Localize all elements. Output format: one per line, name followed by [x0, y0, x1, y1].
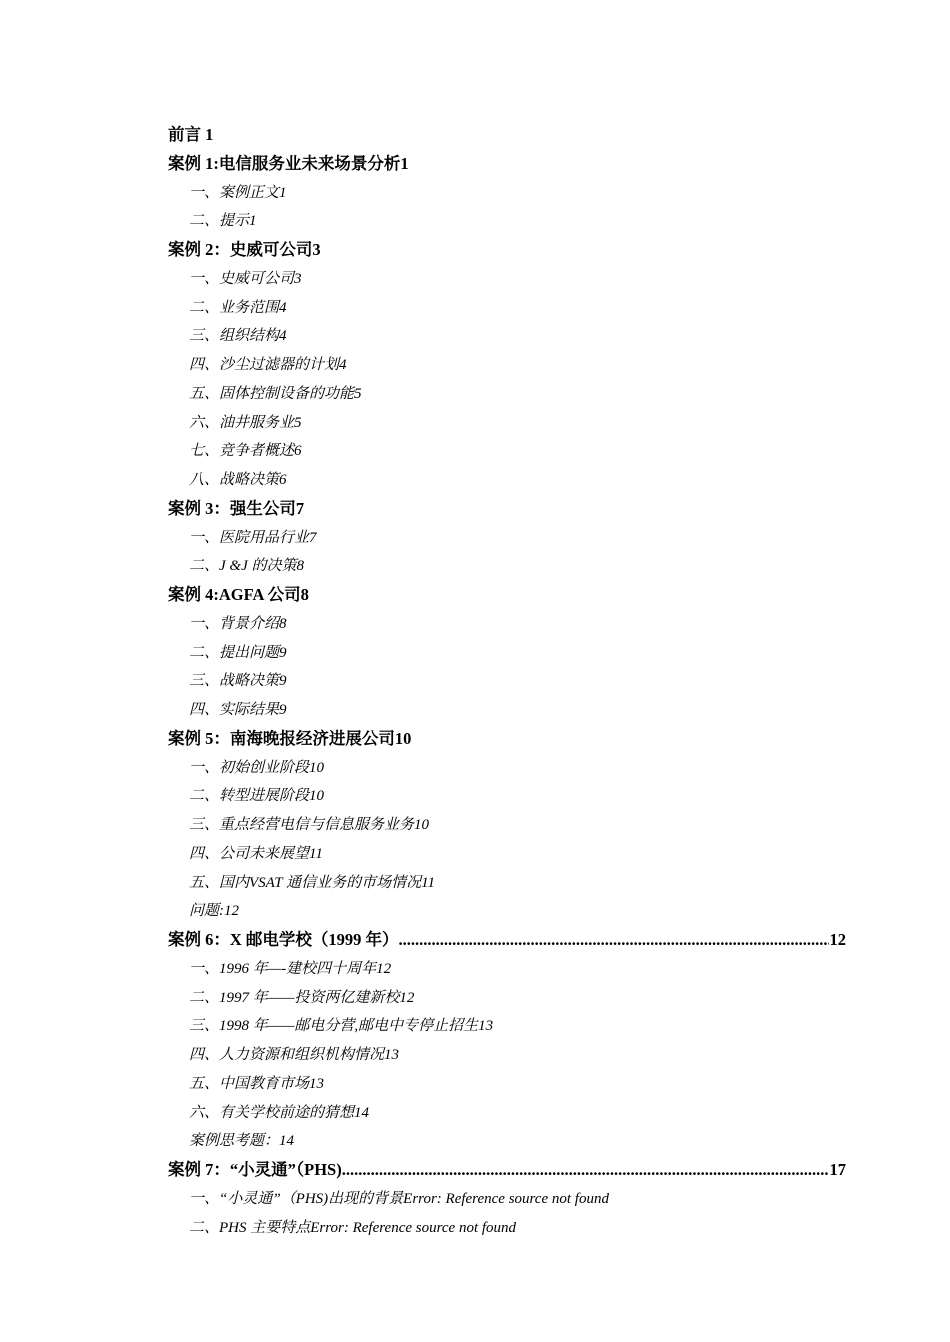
- toc-entry-section[interactable]: 七、竞争者概述6: [189, 443, 302, 460]
- toc-entry-case[interactable]: [168, 1156, 846, 1185]
- toc-entry-page: 17: [829, 1160, 846, 1179]
- toc-entry-case[interactable]: 案例 4:AGFA 公司8: [168, 585, 309, 604]
- dot-leader: [399, 926, 829, 955]
- toc-entry-section[interactable]: 五、中国教育市场13: [189, 1075, 325, 1092]
- toc-entry-section[interactable]: 六、油井服务业5: [189, 414, 302, 431]
- toc-entry-case[interactable]: 案例 2：史威可公司3: [168, 240, 321, 259]
- toc-entry-section[interactable]: 三、战略决策9: [189, 673, 287, 690]
- toc-entry-section[interactable]: 问题:12: [189, 903, 239, 920]
- toc-entry-section[interactable]: 二、提示1: [189, 213, 257, 230]
- toc-entry-section[interactable]: 二、业务范围4: [189, 299, 287, 316]
- toc-entry-section[interactable]: 五、国内VSAT 通信业务的市场情况11: [189, 874, 435, 891]
- toc-entry-section[interactable]: 二、提出问题9: [189, 644, 287, 661]
- toc-entry-section[interactable]: 一、“小灵通”（PHS)出现的背景Error: Reference source not found: [189, 1190, 609, 1207]
- toc-entry-case[interactable]: 案例 3：强生公司7: [168, 498, 305, 518]
- toc-entry-section[interactable]: 三、1998 年——邮电分营,邮电中专停止招生13: [189, 1018, 494, 1035]
- toc-entry-section[interactable]: 一、背景介绍8: [189, 615, 287, 632]
- toc-entry-section[interactable]: 一、初始创业阶段10: [189, 759, 325, 776]
- toc-entry-section[interactable]: 三、重点经营电信与信息服务业务10: [189, 817, 430, 833]
- toc-entry-section[interactable]: 一、1996 年—-建校四十周年12: [189, 960, 392, 977]
- toc-entry-case[interactable]: 案例 1:电信服务业未来场景分析1: [168, 153, 409, 173]
- toc-entry-section[interactable]: 四、沙尘过滤器的计划4: [189, 357, 347, 373]
- toc-entry-page: 12: [829, 930, 846, 949]
- toc-entry-section[interactable]: 四、公司未来展望11: [189, 845, 323, 862]
- toc-entry-section[interactable]: 三、组织结构4: [189, 328, 287, 345]
- toc-entry-section[interactable]: 二、1997 年——投资两亿建新校12: [189, 989, 415, 1006]
- toc-entry-title: 案例 7：“小灵通”（PHS): [168, 1160, 342, 1179]
- toc-entry-section[interactable]: 案例思考题：14: [189, 1133, 295, 1150]
- toc-entry-title: 案例 6：X 邮电学校（1999 年）: [168, 930, 399, 949]
- toc-entry-case[interactable]: [168, 926, 846, 955]
- toc-entry-section[interactable]: 四、实际结果9: [189, 702, 287, 718]
- toc-entry-case[interactable]: 案例 5：南海晚报经济进展公司10: [168, 728, 412, 748]
- toc-entry-section[interactable]: 八、战略决策6: [189, 472, 287, 488]
- toc-entry-section[interactable]: 四、人力资源和组织机构情况13: [189, 1047, 400, 1063]
- toc-entry-section[interactable]: 二、转型进展阶段10: [189, 788, 325, 805]
- toc-entry-section[interactable]: 一、案例正文1: [189, 184, 287, 201]
- toc-entry-case[interactable]: 前言 1: [168, 125, 214, 144]
- toc-entry-section[interactable]: 二、PHS 主要特点Error: Reference source not found: [189, 1219, 517, 1236]
- toc-entry-section[interactable]: 六、有关学校前途的猜想14: [189, 1104, 370, 1121]
- toc-entry-section[interactable]: 五、固体控制设备的功能5: [189, 385, 362, 402]
- toc-entry-section[interactable]: 一、医院用品行业7: [189, 529, 317, 546]
- dot-leader: [342, 1156, 829, 1185]
- toc-entry-section[interactable]: 一、史威可公司3: [189, 270, 302, 287]
- toc-entry-section[interactable]: 二、J &J 的决策8: [189, 558, 304, 575]
- table-of-contents: [168, 121, 846, 1242]
